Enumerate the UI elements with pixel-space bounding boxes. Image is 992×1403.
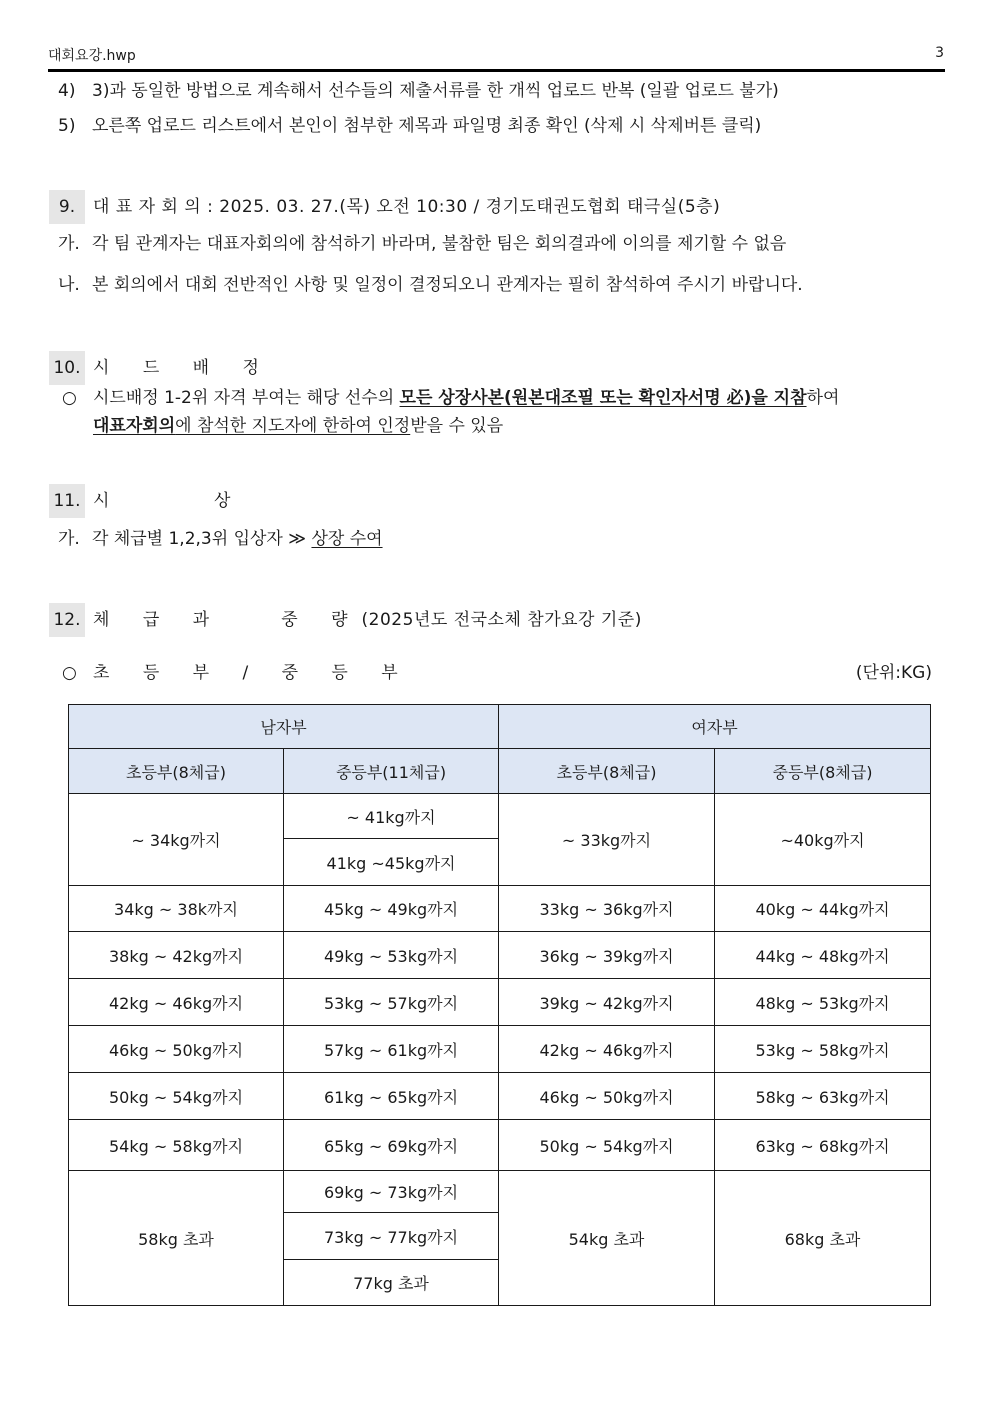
table-cell: 41kg ~45kg까지 [284, 839, 499, 886]
table-row [69, 1073, 931, 1120]
division-header: 초등부(8체급) [499, 749, 715, 794]
table-cell: ~ 34kg까지 [69, 794, 284, 886]
table-cell: 65kg ~ 69kg까지 [284, 1120, 499, 1171]
table-cell: 53kg ~ 58kg까지 [715, 1026, 931, 1073]
section-10-bullet: ○ [62, 388, 77, 408]
item-marker: 나. [58, 275, 80, 295]
header-rule [48, 69, 945, 72]
female-group-header: 여자부 [499, 705, 931, 749]
step-text: 3)과 동일한 방법으로 계속해서 선수들의 제출서류를 한 개씩 업로드 반복 (일괄 업로드 불가) [92, 81, 779, 101]
table-cell: 54kg 초과 [499, 1171, 715, 1306]
table-cell: 57kg ~ 61kg까지 [284, 1026, 499, 1073]
upload-step-4 [58, 79, 779, 103]
table-cell: 34kg ~ 38k까지 [69, 886, 284, 932]
page-number: 3 [935, 45, 944, 61]
table-row [69, 886, 931, 932]
section-12-number: 12. [49, 603, 85, 637]
seed-meeting: 대표자회의 [93, 416, 176, 436]
table-cell: 33kg ~ 36kg까지 [499, 886, 715, 932]
table-cell: 54kg ~ 58kg까지 [69, 1120, 284, 1171]
document-title: 대회요강.hwp [48, 48, 136, 64]
section-12-subtitle: 초 등 부 / 중 등 부 [93, 663, 412, 683]
section-10-title: 시 드 배 정 [93, 358, 273, 378]
table-cell: 68kg 초과 [715, 1171, 931, 1306]
seed-requirement: 모든 상장사본(원본대조필 또는 확인자서명 必)을 지참 [399, 388, 807, 408]
table-cell: 49kg ~ 53kg까지 [284, 932, 499, 979]
table-cell: ~ 33kg까지 [499, 794, 715, 886]
item-text: 각 팀 관계자는 대표자회의에 참석하기 바라며, 불참한 팀은 회의결과에 이의를 제기할 수 없음 [92, 234, 787, 254]
section-9-detail: : 2025. 03. 27.(목) 오전 10:30 / 경기도태권도협회 태극실(5층) [201, 197, 721, 217]
section-10-line-1 [93, 386, 839, 410]
section-11-title-b: 상 [214, 491, 231, 511]
table-cell: 50kg ~ 54kg까지 [499, 1120, 715, 1171]
table-cell: 42kg ~ 46kg까지 [499, 1026, 715, 1073]
table-cell: 39kg ~ 42kg까지 [499, 979, 715, 1026]
seed-text-a: 시드배정 1-2위 자격 부여는 해당 선수의 [93, 388, 400, 408]
section-11-number: 11. [49, 484, 85, 518]
table-row [69, 979, 931, 1026]
section-9-item-b [58, 273, 803, 297]
section-9-heading [93, 190, 720, 224]
table-cell: ~40kg까지 [715, 794, 931, 886]
seed-condition: 에 참석한 지도자에 한하여 인정 [175, 416, 411, 436]
table-row [69, 932, 931, 979]
item-text: 각 체급별 1,2,3위 입상자 ≫ [92, 529, 312, 549]
award-text: 상장 수여 [311, 529, 383, 549]
table-cell: 58kg ~ 63kg까지 [715, 1073, 931, 1120]
table-cell: ~ 41kg까지 [284, 794, 499, 839]
table-cell: 36kg ~ 39kg까지 [499, 932, 715, 979]
table-row [69, 1171, 931, 1213]
step-number: 5) [58, 116, 76, 136]
table-group-header-row [69, 705, 931, 749]
table-row [69, 1120, 931, 1171]
table-cell: 44kg ~ 48kg까지 [715, 932, 931, 979]
seed-text-c: 하여 [806, 388, 840, 408]
seed-text-end: 받을 수 있음 [410, 416, 504, 436]
upload-step-5 [58, 114, 761, 138]
section-11-title-a: 시 [93, 491, 110, 511]
division-header: 중등부(8체급) [715, 749, 931, 794]
item-marker: 가. [58, 234, 80, 254]
division-header: 중등부(11체급) [284, 749, 499, 794]
table-cell: 46kg ~ 50kg까지 [69, 1026, 284, 1073]
unit-label: (단위:KG) [855, 663, 932, 683]
table-cell: 48kg ~ 53kg까지 [715, 979, 931, 1026]
item-marker: 가. [58, 529, 80, 549]
table-cell: 77kg 초과 [284, 1260, 499, 1306]
section-12-bullet: ○ [62, 663, 77, 683]
table-cell: 46kg ~ 50kg까지 [499, 1073, 715, 1120]
table-cell: 45kg ~ 49kg까지 [284, 886, 499, 932]
item-text: 본 회의에서 대회 전반적인 사항 및 일정이 결정되오니 관계자는 필히 참석하여 주시기 바랍니다. [92, 275, 803, 295]
table-row [69, 794, 931, 839]
step-number: 4) [58, 81, 76, 101]
section-9-title: 대 표 자 회 의 [93, 197, 202, 217]
section-10-line-2 [93, 414, 503, 438]
table-cell: 61kg ~ 65kg까지 [284, 1073, 499, 1120]
table-cell: 38kg ~ 42kg까지 [69, 932, 284, 979]
section-12-detail: (2025년도 전국소체 참가요강 기준) [361, 610, 642, 630]
division-header: 초등부(8체급) [69, 749, 284, 794]
table-cell: 42kg ~ 46kg까지 [69, 979, 284, 1026]
table-cell: 63kg ~ 68kg까지 [715, 1120, 931, 1171]
section-10-number: 10. [49, 351, 85, 385]
step-text: 오른쪽 업로드 리스트에서 본인이 첨부한 제목과 파일명 최종 확인 (삭제 시 삭제버튼 클릭) [92, 116, 762, 136]
male-group-header: 남자부 [69, 705, 499, 749]
section-9-item-a [58, 232, 786, 256]
table-cell: 40kg ~ 44kg까지 [715, 886, 931, 932]
section-11-item [58, 527, 383, 551]
table-cell: 73kg ~ 77kg까지 [284, 1213, 499, 1260]
section-9-number: 9. [49, 190, 85, 224]
table-cell: 58kg 초과 [69, 1171, 284, 1306]
table-row [69, 1026, 931, 1073]
table-cell: 50kg ~ 54kg까지 [69, 1073, 284, 1120]
weight-class-table [68, 704, 931, 1306]
section-12-heading [93, 603, 642, 637]
section-12-title: 체 급 과 중 량 [93, 610, 362, 630]
table-cell: 53kg ~ 57kg까지 [284, 979, 499, 1026]
table-cell: 69kg ~ 73kg까지 [284, 1171, 499, 1213]
table-division-header-row [69, 749, 931, 794]
